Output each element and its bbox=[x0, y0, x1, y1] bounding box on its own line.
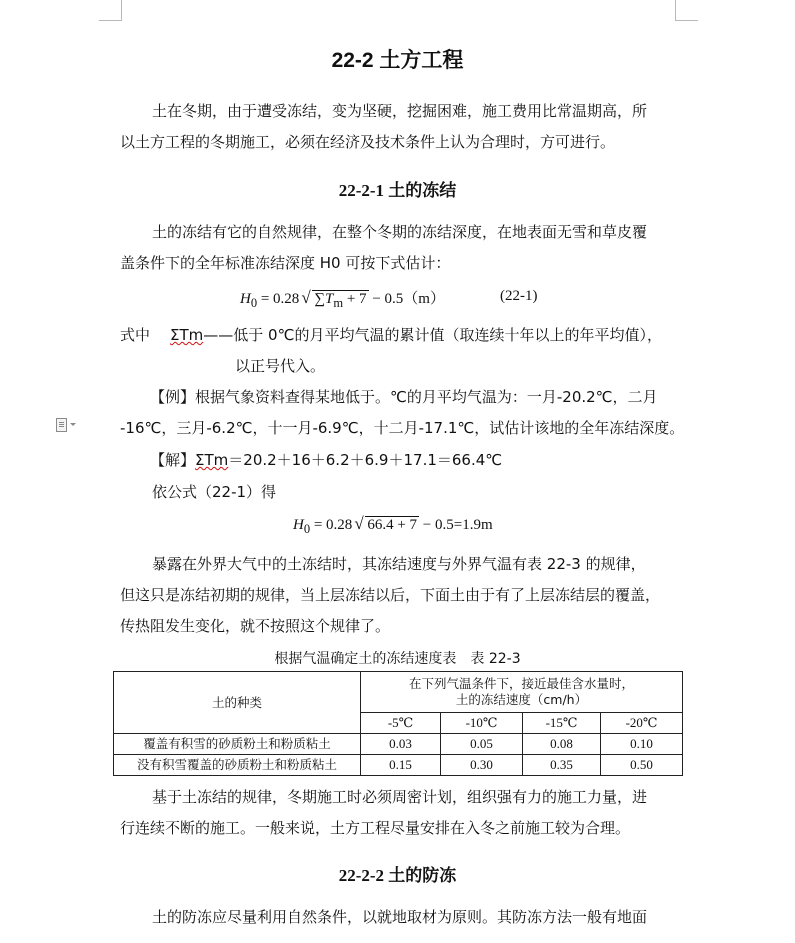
para-line: 土的防冻应尽量利用自然条件，以就地取材为原则。其防冻方法一般有地面 bbox=[152, 908, 648, 926]
formula-subscript: 0 bbox=[250, 296, 258, 310]
para-line: 土的冻结有它的自然规律，在整个冬期的冻结深度，在地表面无雪和草皮覆 bbox=[152, 223, 648, 241]
formula-subscript: m bbox=[333, 296, 344, 310]
where-description: ——低于 0℃的月平均气温的累计值（取连续十年以上的年平均值）， bbox=[203, 326, 662, 344]
para-line: 传热阻发生变化，就不按照这个规律了。 bbox=[120, 617, 391, 635]
example-line-2: -16℃，三月-6.2℃，十一月-6.9℃，十二月-17.1℃，试估计该地的全年冻结深度。 bbox=[120, 419, 685, 437]
solution-line bbox=[150, 449, 502, 470]
table-header-temp: -20℃ bbox=[601, 713, 683, 734]
table-header-temp: -15℃ bbox=[523, 713, 601, 734]
example-label: 【例】 bbox=[150, 388, 196, 406]
formula-calculation bbox=[293, 516, 493, 537]
page-corner-mark-top-right bbox=[675, 0, 698, 21]
para-line: 盖条件下的全年标准冻结深度 H0 可按下式估计： bbox=[120, 254, 451, 272]
table-header-soil-type: 土的种类 bbox=[114, 672, 361, 734]
table-header-group-line: 土的冻结速度（cm/h） bbox=[455, 692, 588, 707]
table-header-temp: -10℃ bbox=[441, 713, 523, 734]
para-line: 但这只是冻结初期的规律，当上层冻结以后，下面土由于有了上层冻结层的覆盖， bbox=[120, 586, 661, 604]
formula-tail: − 0.5=1.9m bbox=[419, 517, 493, 533]
table-cell-value: 0.35 bbox=[523, 755, 601, 776]
table-cell-soil: 没有积雪覆盖的砂质粉土和粉质粘土 bbox=[114, 755, 361, 776]
para-line: 暴露在外界大气中的土冻结时，其冻结速度与外界气温有表 22-3 的规律， bbox=[152, 555, 646, 573]
formula-reference: 依公式（22-1）得 bbox=[152, 483, 277, 501]
page-title: 22-2 土方工程 bbox=[331, 49, 464, 72]
formula-coefficient: = 0.28 bbox=[257, 291, 300, 307]
solution-symbol: ΣTm bbox=[195, 451, 229, 469]
section-heading-freezing: 22-2-1 土的冻结 bbox=[338, 181, 457, 200]
formula-coefficient: = 0.28 bbox=[310, 517, 353, 533]
table-caption: 根据气温确定土的冻结速度表 表 22-3 bbox=[274, 651, 521, 667]
table-cell-value: 0.50 bbox=[601, 755, 683, 776]
intro-line-1: 土在冬期，由于遭受冻结，变为坚硬，挖掘困难，施工费用比常温期高，所 bbox=[152, 102, 648, 120]
example-text: 根据气象资料查得某地低于。℃的月平均气温为：一月-20.2℃，二月 bbox=[195, 388, 658, 406]
formula-symbol: T bbox=[325, 291, 334, 307]
para-line: 基于土冻结的规律，冬期施工时必须周密计划，组织强有力的施工力量，进 bbox=[152, 788, 648, 806]
table-cell-value: 0.05 bbox=[441, 734, 523, 755]
document-icon bbox=[56, 418, 67, 432]
where-continuation: 以正号代入。 bbox=[235, 357, 326, 375]
formula-number: (22-1) bbox=[500, 288, 538, 304]
table-cell-soil: 覆盖有积雪的砂质粉土和粉质粘土 bbox=[114, 734, 361, 755]
where-symbol: ΣTm bbox=[170, 326, 204, 344]
where-line bbox=[120, 324, 662, 345]
where-label: 式中 bbox=[120, 326, 151, 344]
table-header-group-line: 在下列气温条件下，接近最佳含水量时， bbox=[409, 676, 635, 691]
formula-symbol: H bbox=[293, 517, 304, 533]
example-line-1 bbox=[150, 386, 658, 407]
table-cell-value: 0.10 bbox=[601, 734, 683, 755]
formula-term: + 7 bbox=[343, 291, 367, 307]
freezing-speed-table bbox=[113, 671, 683, 776]
table-header-group bbox=[361, 672, 683, 713]
table-cell-value: 0.03 bbox=[361, 734, 441, 755]
formula-radical bbox=[312, 290, 368, 311]
table-row bbox=[114, 755, 683, 776]
intro-line-2: 以土方工程的冬期施工，必须在经济及技术条件上认为合理时，方可进行。 bbox=[120, 133, 616, 151]
formula-22-1 bbox=[240, 287, 445, 311]
table-cell-value: 0.08 bbox=[523, 734, 601, 755]
paragraph-options-icon[interactable] bbox=[54, 418, 78, 432]
table-cell-value: 0.30 bbox=[441, 755, 523, 776]
table-row bbox=[114, 734, 683, 755]
page-corner-mark-top-left bbox=[99, 0, 122, 21]
para-line: 行连续不断的施工。一般来说，土方工程尽量安排在入冬之前施工较为合理。 bbox=[120, 819, 631, 837]
solution-label: 【解】 bbox=[150, 451, 196, 469]
dropdown-arrow-icon bbox=[70, 423, 76, 426]
formula-sigma: ∑ bbox=[314, 291, 326, 307]
solution-value: ＝20.2＋16＋6.2＋6.9＋17.1＝66.4℃ bbox=[228, 451, 503, 469]
table-header-temp: -5℃ bbox=[361, 713, 441, 734]
formula-subscript: 0 bbox=[303, 522, 311, 536]
formula-symbol: H bbox=[240, 291, 251, 307]
formula-tail: − 0.5（m） bbox=[368, 291, 445, 307]
table-cell-value: 0.15 bbox=[361, 755, 441, 776]
formula-radical: √ 66.4 + 7 bbox=[365, 516, 419, 534]
section-heading-frost-protection: 22-2-2 土的防冻 bbox=[338, 866, 457, 885]
table-header-row bbox=[114, 672, 683, 713]
